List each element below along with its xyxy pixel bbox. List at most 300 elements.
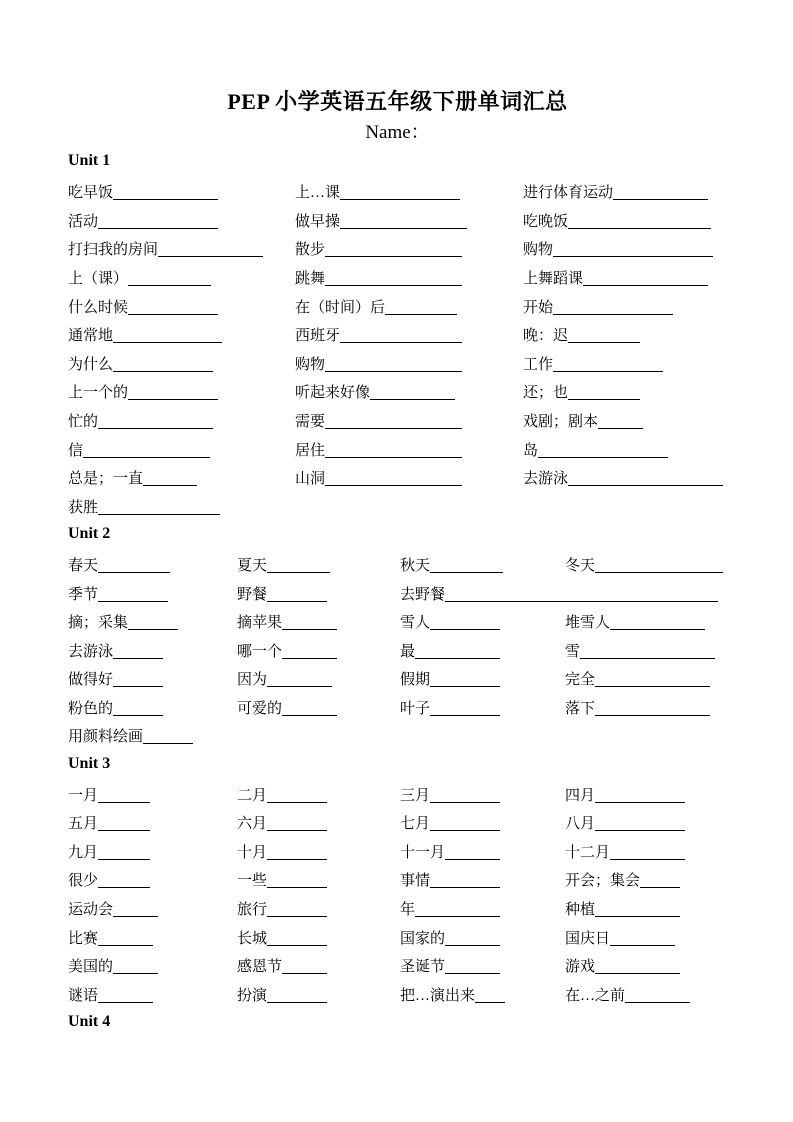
- word-label: 野餐: [237, 586, 268, 603]
- word-label: 感恩节: [237, 959, 283, 976]
- answer-blank[interactable]: [325, 284, 462, 286]
- word-label: 做得好: [68, 672, 114, 689]
- word-label: 十二月: [565, 844, 611, 861]
- word-label: 粉色的: [68, 700, 114, 717]
- word-item: [523, 204, 727, 233]
- word-label: 七月: [400, 816, 431, 833]
- answer-blank[interactable]: [113, 198, 218, 200]
- word-item: [523, 376, 727, 405]
- word-item: [295, 376, 523, 405]
- word-item: [68, 807, 237, 836]
- answer-blank[interactable]: [113, 370, 213, 372]
- answer-blank[interactable]: [430, 886, 500, 888]
- answer-blank[interactable]: [267, 915, 327, 917]
- answer-blank[interactable]: [385, 313, 457, 315]
- answer-blank[interactable]: [415, 657, 500, 659]
- word-item: [565, 835, 727, 864]
- unit-heading: Unit 3: [68, 754, 111, 772]
- word-item: [565, 663, 727, 692]
- word-item: [400, 663, 565, 692]
- word-item: [237, 634, 400, 663]
- word-label: 去游泳: [523, 471, 569, 488]
- word-item: [68, 347, 295, 376]
- answer-blank[interactable]: [595, 915, 680, 917]
- page-title: PEP 小学英语五年级下册单词汇总: [227, 89, 568, 114]
- answer-blank[interactable]: [113, 915, 158, 917]
- word-item: [68, 548, 237, 577]
- answer-blank[interactable]: [610, 858, 685, 860]
- word-label: 落下: [565, 700, 596, 717]
- word-item: [237, 978, 400, 1007]
- word-row: [68, 606, 727, 635]
- answer-blank[interactable]: [568, 398, 640, 400]
- answer-blank[interactable]: [568, 341, 640, 343]
- word-label: 通常地: [68, 328, 114, 345]
- word-item: [68, 864, 237, 893]
- answer-blank[interactable]: [340, 227, 467, 229]
- word-label: 获胜: [68, 499, 99, 516]
- word-item: [565, 606, 727, 635]
- word-label: 三月: [400, 787, 431, 804]
- word-label: 谜语: [68, 987, 99, 1004]
- word-row: [68, 233, 727, 262]
- word-row: [68, 462, 727, 491]
- word-item: [68, 720, 237, 749]
- word-label: 一月: [68, 787, 99, 804]
- word-label: 活动: [68, 213, 99, 230]
- word-item: [400, 835, 565, 864]
- word-item: [237, 691, 400, 720]
- answer-blank[interactable]: [98, 571, 170, 573]
- word-item: [68, 404, 295, 433]
- unit-heading: Unit 4: [68, 1013, 111, 1031]
- answer-blank[interactable]: [282, 657, 337, 659]
- name-field-label: Name：: [365, 122, 430, 143]
- word-label: 六月: [237, 816, 268, 833]
- word-label: 四月: [565, 787, 596, 804]
- word-item: [400, 807, 565, 836]
- word-item: [68, 233, 295, 262]
- word-label: 假期: [400, 672, 431, 689]
- answer-blank[interactable]: [282, 714, 337, 716]
- word-item: [237, 663, 400, 692]
- word-item: [237, 921, 400, 950]
- word-label: 哪一个: [237, 643, 283, 660]
- word-label: 岛: [523, 442, 539, 459]
- word-row: [68, 634, 727, 663]
- word-label: 打扫我的房间: [68, 242, 159, 259]
- word-item: [68, 462, 295, 491]
- answer-blank[interactable]: [445, 944, 500, 946]
- answer-blank[interactable]: [340, 341, 462, 343]
- word-label: 西班牙: [295, 328, 341, 345]
- word-row: [68, 347, 727, 376]
- answer-blank[interactable]: [128, 398, 218, 400]
- word-item: [523, 404, 727, 433]
- word-label: 摘；采集: [68, 615, 129, 632]
- word-item: [400, 691, 565, 720]
- word-label: 游戏: [565, 959, 596, 976]
- answer-blank[interactable]: [98, 858, 150, 860]
- word-row: [68, 864, 727, 893]
- word-row: [68, 548, 727, 577]
- word-item: [68, 376, 295, 405]
- word-label: 二月: [237, 787, 268, 804]
- word-label: 吃晚饭: [523, 213, 569, 230]
- word-item: [565, 548, 727, 577]
- word-row: [68, 176, 727, 205]
- word-label: 散步: [295, 242, 326, 259]
- word-label: 用颜料绘画: [68, 729, 144, 746]
- word-item: [237, 807, 400, 836]
- answer-blank[interactable]: [98, 513, 220, 515]
- word-label: 在…之前: [565, 987, 626, 1004]
- word-label: 做早操: [295, 213, 341, 230]
- word-label: 开始: [523, 299, 554, 316]
- answer-blank[interactable]: [445, 972, 500, 974]
- word-label: 季节: [68, 586, 99, 603]
- word-label: 种植: [565, 902, 596, 919]
- word-label: 因为: [237, 672, 268, 689]
- word-row: [68, 490, 727, 519]
- word-label: 上…课: [295, 185, 341, 202]
- answer-blank[interactable]: [445, 858, 500, 860]
- answer-blank[interactable]: [415, 915, 500, 917]
- answer-blank[interactable]: [113, 657, 163, 659]
- answer-blank[interactable]: [158, 255, 263, 257]
- word-label: 上舞蹈课: [523, 270, 584, 287]
- word-label: 进行体育运动: [523, 185, 614, 202]
- word-item: [68, 261, 295, 290]
- word-item: [565, 892, 727, 921]
- answer-blank[interactable]: [580, 657, 715, 659]
- word-row: [68, 577, 727, 606]
- answer-blank[interactable]: [595, 972, 680, 974]
- word-item: [68, 921, 237, 950]
- answer-blank[interactable]: [98, 944, 153, 946]
- word-item: [295, 462, 523, 491]
- answer-blank[interactable]: [267, 571, 330, 573]
- word-label: 去野餐: [400, 586, 446, 603]
- units-container: [68, 147, 727, 1036]
- word-label: 长城: [237, 930, 268, 947]
- word-item: [68, 490, 295, 519]
- answer-blank[interactable]: [613, 198, 708, 200]
- answer-blank[interactable]: [98, 886, 150, 888]
- word-label: 雪: [565, 643, 581, 660]
- word-label: 在（时间）后: [295, 299, 386, 316]
- word-item: [237, 950, 400, 979]
- word-item: [295, 233, 523, 262]
- word-item: [295, 347, 523, 376]
- unit-section-4: [68, 1008, 727, 1037]
- word-item: [565, 807, 727, 836]
- answer-blank[interactable]: [113, 714, 163, 716]
- answer-blank[interactable]: [98, 801, 150, 803]
- answer-blank[interactable]: [553, 255, 713, 257]
- word-item: [565, 921, 727, 950]
- word-label: 扮演: [237, 987, 268, 1004]
- word-item: [68, 978, 237, 1007]
- word-item: [400, 577, 727, 606]
- word-item: [400, 606, 565, 635]
- word-item: [295, 433, 523, 462]
- word-label: 春天: [68, 557, 99, 574]
- answer-blank[interactable]: [595, 571, 723, 573]
- answer-blank[interactable]: [595, 685, 710, 687]
- word-item: [400, 778, 565, 807]
- unit-section-1: [68, 147, 727, 519]
- answer-blank[interactable]: [568, 484, 723, 486]
- word-item: [68, 634, 237, 663]
- word-row: [68, 376, 727, 405]
- answer-blank[interactable]: [430, 685, 500, 687]
- word-item: [400, 548, 565, 577]
- word-item: [237, 548, 400, 577]
- word-label: 一些: [237, 873, 268, 890]
- answer-blank[interactable]: [98, 1001, 153, 1003]
- answer-blank[interactable]: [113, 685, 163, 687]
- answer-blank[interactable]: [625, 1001, 690, 1003]
- word-row: [68, 691, 727, 720]
- word-item: [68, 950, 237, 979]
- word-item: [68, 577, 237, 606]
- word-label: 很少: [68, 873, 99, 890]
- answer-blank[interactable]: [267, 829, 327, 831]
- word-label: 上一个的: [68, 385, 129, 402]
- word-label: 购物: [523, 242, 554, 259]
- answer-blank[interactable]: [267, 1001, 327, 1003]
- word-item: [237, 577, 400, 606]
- word-item: [523, 462, 727, 491]
- word-item: [565, 691, 727, 720]
- word-item: [400, 978, 565, 1007]
- word-label: 国家的: [400, 930, 446, 947]
- word-label: 堆雪人: [565, 615, 611, 632]
- answer-blank[interactable]: [583, 284, 708, 286]
- word-label: 九月: [68, 844, 99, 861]
- answer-blank[interactable]: [325, 456, 462, 458]
- word-label: 夏天: [237, 557, 268, 574]
- word-label: 旅行: [237, 902, 268, 919]
- answer-blank[interactable]: [610, 628, 705, 630]
- answer-blank[interactable]: [325, 255, 462, 257]
- answer-blank[interactable]: [595, 801, 685, 803]
- word-label: 把…演出来: [400, 987, 476, 1004]
- word-item: [295, 404, 523, 433]
- answer-blank[interactable]: [98, 427, 213, 429]
- answer-blank[interactable]: [325, 484, 462, 486]
- word-item: [68, 663, 237, 692]
- word-label: 秋天: [400, 557, 431, 574]
- word-label: 圣诞节: [400, 959, 446, 976]
- word-label: 为什么: [68, 356, 114, 373]
- answer-blank[interactable]: [325, 427, 462, 429]
- word-item: [237, 892, 400, 921]
- answer-blank[interactable]: [370, 398, 455, 400]
- answer-blank[interactable]: [128, 628, 178, 630]
- word-label: 摘苹果: [237, 615, 283, 632]
- answer-blank[interactable]: [98, 829, 150, 831]
- word-item: [523, 233, 727, 262]
- word-label: 跳舞: [295, 270, 326, 287]
- word-item: [400, 892, 565, 921]
- word-item: [68, 778, 237, 807]
- word-item: [68, 204, 295, 233]
- word-label: 忙的: [68, 413, 99, 430]
- word-label: 十一月: [400, 844, 446, 861]
- answer-blank[interactable]: [267, 886, 327, 888]
- word-label: 山洞: [295, 471, 326, 488]
- word-item: [400, 634, 565, 663]
- word-item: [565, 864, 727, 893]
- word-label: 什么时候: [68, 299, 129, 316]
- word-item: [400, 921, 565, 950]
- word-row: [68, 290, 727, 319]
- word-label: 晚：迟: [523, 328, 569, 345]
- word-label: 雪人: [400, 615, 431, 632]
- word-item: [68, 835, 237, 864]
- word-label: 信: [68, 442, 84, 459]
- word-row: [68, 950, 727, 979]
- word-row: [68, 978, 727, 1007]
- word-item: [295, 176, 523, 205]
- answer-blank[interactable]: [143, 484, 197, 486]
- answer-blank[interactable]: [430, 628, 500, 630]
- word-item: [237, 606, 400, 635]
- answer-blank[interactable]: [267, 685, 332, 687]
- word-item: [237, 835, 400, 864]
- answer-blank[interactable]: [595, 714, 710, 716]
- word-item: [523, 347, 727, 376]
- word-item: [295, 319, 523, 348]
- word-row: [68, 319, 727, 348]
- word-item: [523, 433, 727, 462]
- unit-heading: Unit 2: [68, 525, 111, 543]
- word-item: [523, 176, 727, 205]
- answer-blank[interactable]: [598, 427, 643, 429]
- word-item: [295, 204, 523, 233]
- answer-blank[interactable]: [98, 600, 168, 602]
- answer-blank[interactable]: [143, 742, 193, 744]
- answer-blank[interactable]: [128, 284, 211, 286]
- unit-section-2: [68, 520, 727, 749]
- word-label: 国庆日: [565, 930, 611, 947]
- unit-heading: Unit 1: [68, 152, 111, 170]
- answer-blank[interactable]: [267, 600, 327, 602]
- word-row: [68, 204, 727, 233]
- word-label: 去游泳: [68, 643, 114, 660]
- answer-blank[interactable]: [282, 628, 337, 630]
- unit-section-3: [68, 749, 727, 1006]
- answer-blank[interactable]: [113, 341, 222, 343]
- word-label: 总是；一直: [68, 471, 144, 488]
- answer-blank[interactable]: [610, 944, 675, 946]
- word-item: [237, 864, 400, 893]
- word-label: 居住: [295, 442, 326, 459]
- word-label: 需要: [295, 413, 326, 430]
- word-item: [68, 691, 237, 720]
- answer-blank[interactable]: [282, 972, 327, 974]
- word-row: [68, 778, 727, 807]
- word-label: 吃早饭: [68, 185, 114, 202]
- word-item: [523, 290, 727, 319]
- word-item: [237, 778, 400, 807]
- word-item: [565, 778, 727, 807]
- answer-blank[interactable]: [430, 714, 500, 716]
- answer-blank[interactable]: [340, 198, 460, 200]
- word-label: 戏剧；剧本: [523, 413, 599, 430]
- answer-blank[interactable]: [538, 456, 668, 458]
- word-item: [68, 319, 295, 348]
- word-item: [400, 864, 565, 893]
- word-label: 开会；集会: [565, 873, 641, 890]
- word-label: 运动会: [68, 902, 114, 919]
- word-item: [68, 290, 295, 319]
- word-row: [68, 921, 727, 950]
- answer-blank[interactable]: [430, 829, 500, 831]
- word-row: [68, 433, 727, 462]
- answer-blank[interactable]: [128, 313, 218, 315]
- word-row: [68, 892, 727, 921]
- word-label: 可爱的: [237, 700, 283, 717]
- answer-blank[interactable]: [568, 227, 711, 229]
- word-label: 八月: [565, 816, 596, 833]
- word-label: 美国的: [68, 959, 114, 976]
- word-label: 完全: [565, 672, 596, 689]
- answer-blank[interactable]: [325, 370, 462, 372]
- word-item: [295, 290, 523, 319]
- word-label: 工作: [523, 356, 554, 373]
- word-item: [400, 950, 565, 979]
- word-label: 上（课）: [68, 270, 129, 287]
- answer-blank[interactable]: [113, 972, 158, 974]
- answer-blank[interactable]: [430, 571, 503, 573]
- answer-blank[interactable]: [445, 600, 718, 602]
- word-label: 听起来好像: [295, 385, 371, 402]
- word-row: [68, 404, 727, 433]
- word-row: [68, 807, 727, 836]
- word-row: [68, 720, 727, 749]
- answer-blank[interactable]: [553, 313, 673, 315]
- word-row: [68, 663, 727, 692]
- word-label: 最: [400, 643, 416, 660]
- answer-blank[interactable]: [98, 227, 218, 229]
- answer-blank[interactable]: [83, 456, 210, 458]
- answer-blank[interactable]: [267, 944, 327, 946]
- answer-blank[interactable]: [640, 886, 680, 888]
- answer-blank[interactable]: [267, 858, 327, 860]
- answer-blank[interactable]: [430, 801, 500, 803]
- word-item: [68, 433, 295, 462]
- word-label: 冬天: [565, 557, 596, 574]
- word-item: [68, 606, 237, 635]
- word-label: 购物: [295, 356, 326, 373]
- word-item: [68, 892, 237, 921]
- word-label: 比赛: [68, 930, 99, 947]
- word-row: [68, 835, 727, 864]
- answer-blank[interactable]: [595, 829, 685, 831]
- answer-blank[interactable]: [267, 801, 327, 803]
- word-label: 事情: [400, 873, 431, 890]
- word-item: [565, 978, 727, 1007]
- word-label: 还；也: [523, 385, 569, 402]
- word-item: [565, 950, 727, 979]
- answer-blank[interactable]: [553, 370, 663, 372]
- answer-blank[interactable]: [475, 1001, 505, 1003]
- word-item: [68, 176, 295, 205]
- word-label: 十月: [237, 844, 268, 861]
